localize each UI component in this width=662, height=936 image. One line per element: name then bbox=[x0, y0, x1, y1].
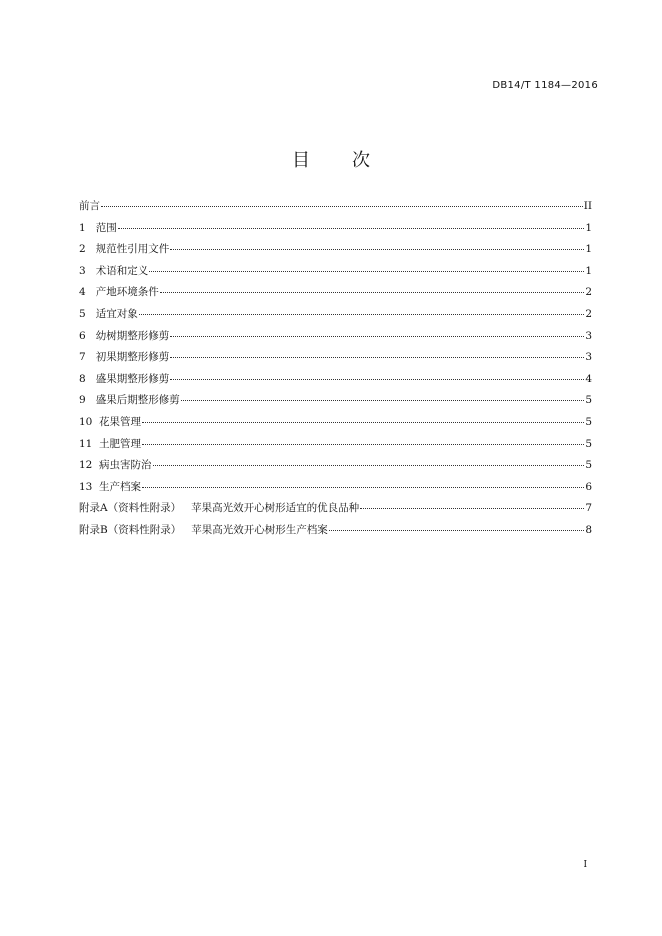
toc-entry-number: 12 bbox=[79, 459, 100, 472]
title-char-2: 次 bbox=[352, 150, 370, 171]
toc-entry-page: 8 bbox=[585, 523, 592, 536]
toc-entry-page: 1 bbox=[585, 221, 592, 234]
dot-leader bbox=[101, 206, 583, 207]
dot-leader bbox=[329, 530, 585, 531]
toc-entry-label: 生产档案 bbox=[99, 480, 142, 493]
toc-entry[interactable] bbox=[79, 371, 592, 393]
toc-entry-page: 3 bbox=[585, 329, 592, 342]
toc-entry-page: 1 bbox=[585, 243, 592, 256]
toc-entry-number: 附录A（资料性附录） bbox=[79, 502, 192, 515]
toc-entry-number: 4 bbox=[79, 286, 96, 299]
dot-leader bbox=[160, 292, 585, 293]
toc-entry-number: 6 bbox=[79, 329, 96, 342]
toc-entry[interactable] bbox=[79, 241, 592, 263]
toc-entry-page: 5 bbox=[585, 437, 592, 450]
toc-entry-page: 5 bbox=[585, 415, 592, 428]
toc-entry[interactable] bbox=[79, 349, 592, 371]
toc-entry-number: 3 bbox=[79, 264, 96, 277]
toc-entry[interactable] bbox=[79, 263, 592, 285]
toc-entry-label: 初果期整形修剪 bbox=[95, 351, 170, 364]
toc-entry-number: 附录B（资料性附录） bbox=[79, 523, 192, 536]
toc-entry-label: 土肥管理 bbox=[99, 437, 142, 450]
toc-entry-number: 9 bbox=[79, 394, 96, 407]
toc-entry[interactable] bbox=[79, 479, 592, 501]
dot-leader bbox=[139, 314, 585, 315]
page-title bbox=[0, 146, 662, 172]
toc-entry-label: 术语和定义 bbox=[95, 264, 149, 277]
toc-entry-number: 1 bbox=[79, 221, 96, 234]
toc-entry-number: 10 bbox=[79, 415, 100, 428]
dot-leader bbox=[153, 465, 585, 466]
toc-entry[interactable] bbox=[79, 220, 592, 242]
toc-entry[interactable] bbox=[79, 500, 592, 522]
dot-leader bbox=[181, 400, 585, 401]
toc-entry-page: 4 bbox=[585, 372, 592, 385]
toc-entry-label: 规范性引用文件 bbox=[95, 243, 170, 256]
toc-entry-label: 幼树期整形修剪 bbox=[95, 329, 170, 342]
dot-leader bbox=[142, 444, 584, 445]
dot-leader bbox=[142, 422, 584, 423]
toc-entry-number: 5 bbox=[79, 307, 96, 320]
dot-leader bbox=[170, 249, 584, 250]
toc-entry[interactable] bbox=[79, 414, 592, 436]
toc-entry-label: 盛果期整形修剪 bbox=[95, 372, 170, 385]
toc-entry[interactable] bbox=[79, 306, 592, 328]
toc-entry-page: 3 bbox=[585, 351, 592, 364]
toc-entry-number: 13 bbox=[79, 480, 100, 493]
dot-leader bbox=[170, 357, 584, 358]
toc-entry-label: 适宜对象 bbox=[95, 307, 138, 320]
toc-entry[interactable] bbox=[79, 457, 592, 479]
toc-entry[interactable] bbox=[79, 198, 592, 220]
dot-leader bbox=[149, 271, 584, 272]
toc-entry-label: 花果管理 bbox=[99, 415, 142, 428]
document-code: DB14/T 1184—2016 bbox=[492, 80, 598, 91]
toc-entry[interactable] bbox=[79, 436, 592, 458]
toc-entry-label: 前言 bbox=[79, 200, 100, 212]
toc-entry-number: 2 bbox=[79, 243, 96, 256]
toc-entry-label: 产地环境条件 bbox=[95, 286, 159, 299]
toc-entry-page: 5 bbox=[585, 459, 592, 472]
toc-entry-label: 病虫害防治 bbox=[99, 459, 152, 472]
title-char-1: 目 bbox=[292, 150, 310, 171]
toc-entry-number: 7 bbox=[79, 351, 96, 364]
toc-entry-page: 6 bbox=[585, 480, 592, 493]
toc-entry-number: 8 bbox=[79, 372, 96, 385]
dot-leader bbox=[360, 508, 584, 509]
toc-entry-label: 苹果高光效开心树形适宜的优良品种 bbox=[191, 502, 360, 515]
toc-entry[interactable] bbox=[79, 522, 592, 544]
dot-leader bbox=[170, 336, 584, 337]
toc-entry-page: 2 bbox=[585, 286, 592, 299]
table-of-contents bbox=[79, 198, 592, 544]
toc-entry-number: 11 bbox=[79, 437, 100, 450]
toc-entry-page: 1 bbox=[585, 264, 592, 277]
toc-entry-page: 7 bbox=[585, 502, 592, 515]
dot-leader bbox=[170, 379, 584, 380]
toc-entry[interactable] bbox=[79, 328, 592, 350]
page-number: I bbox=[583, 860, 587, 870]
toc-entry[interactable] bbox=[79, 392, 592, 414]
toc-entry-page: 2 bbox=[585, 307, 592, 320]
toc-entry-label: 盛果后期整形修剪 bbox=[95, 394, 180, 407]
dot-leader bbox=[118, 228, 585, 229]
dot-leader bbox=[142, 487, 584, 488]
toc-entry-page: II bbox=[583, 200, 592, 212]
toc-entry-page: 5 bbox=[585, 394, 592, 407]
toc-entry-label: 范围 bbox=[95, 221, 117, 234]
toc-entry[interactable] bbox=[79, 284, 592, 306]
toc-entry-label: 苹果高光效开心树形生产档案 bbox=[191, 523, 328, 536]
